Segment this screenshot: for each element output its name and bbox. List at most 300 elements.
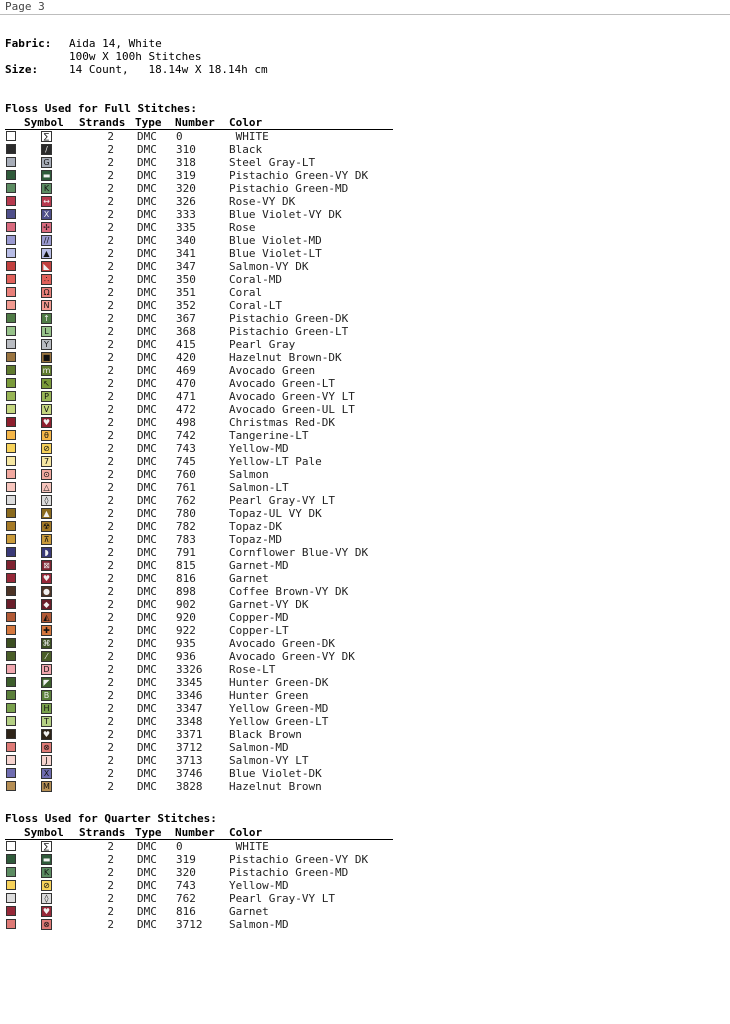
stitch-symbol-icon: ♥ [42, 418, 51, 427]
color-name-cell: Garnet-MD [229, 559, 289, 572]
color-swatch [6, 586, 16, 596]
type-cell: DMC [137, 611, 157, 624]
strands-cell: 2 [107, 546, 114, 559]
strands-cell: 2 [107, 364, 114, 377]
type-cell: DMC [137, 455, 157, 468]
type-cell: DMC [137, 143, 157, 156]
color-name-cell: Pistachio Green-DK [229, 312, 349, 325]
color-swatch [6, 144, 16, 154]
number-cell: 935 [176, 637, 196, 650]
floss-row [0, 767, 420, 780]
floss-row [0, 507, 420, 520]
color-name-cell: Pistachio Green-MD [229, 182, 349, 195]
floss-row [0, 286, 420, 299]
color-name-cell: Topaz-UL VY DK [229, 507, 322, 520]
stitch-symbol-icon: △ [41, 482, 52, 493]
strands-cell: 2 [107, 507, 114, 520]
color-swatch [6, 222, 16, 232]
type-cell: DMC [137, 780, 157, 793]
color-swatch [6, 664, 16, 674]
color-name-cell: Coffee Brown-VY DK [229, 585, 349, 598]
floss-row [0, 780, 420, 793]
floss-row [0, 754, 420, 767]
type-cell: DMC [137, 260, 157, 273]
color-name-cell: WHITE [229, 840, 269, 853]
color-swatch [6, 742, 16, 752]
type-cell: DMC [137, 247, 157, 260]
number-cell: 3326 [176, 663, 203, 676]
number-cell: 320 [176, 182, 196, 195]
type-cell: DMC [137, 663, 157, 676]
color-name-cell: Topaz-DK [229, 520, 282, 533]
strands-cell: 2 [107, 416, 114, 429]
color-name-cell: Black [229, 143, 263, 156]
color-name-cell: Pistachio Green-LT [229, 325, 349, 338]
color-name-cell: Avocado Green-LT [229, 377, 335, 390]
color-name-cell: Coral-MD [229, 273, 282, 286]
color-swatch [6, 404, 16, 414]
type-cell: DMC [137, 234, 157, 247]
type-cell: DMC [137, 156, 157, 169]
color-name-cell: Christmas Red-DK [229, 416, 335, 429]
color-swatch [6, 781, 16, 791]
floss-row [0, 364, 420, 377]
floss-row [0, 494, 420, 507]
color-name-cell: Pistachio Green-VY DK [229, 853, 369, 866]
number-cell: 3371 [176, 728, 203, 741]
strands-cell: 2 [107, 182, 114, 195]
floss-row [0, 689, 420, 702]
color-swatch [6, 300, 16, 310]
floss-row [0, 481, 420, 494]
stitch-symbol-icon: ⁄ [41, 651, 52, 662]
number-cell: 816 [176, 572, 196, 585]
type-cell: DMC [137, 507, 157, 520]
strands-cell: 2 [107, 918, 114, 931]
color-name-cell: Hazelnut Brown-DK [229, 351, 342, 364]
stitch-symbol-icon: G [41, 157, 52, 168]
stitch-symbol-icon: ↑ [41, 313, 52, 324]
number-cell: 3347 [176, 702, 203, 715]
type-cell: DMC [137, 767, 157, 780]
stitch-symbol-icon: X [41, 209, 52, 220]
strands-cell: 2 [107, 195, 114, 208]
floss-row [0, 416, 420, 429]
number-cell: 341 [176, 247, 196, 260]
floss-row [0, 853, 420, 866]
stitch-symbol-icon: Y [41, 339, 52, 350]
color-swatch [6, 867, 16, 877]
stitch-symbol-icon: ⊼ [41, 534, 52, 545]
type-cell: DMC [137, 741, 157, 754]
stitch-symbol-icon: ◊ [41, 893, 52, 904]
color-swatch [6, 495, 16, 505]
number-cell: 350 [176, 273, 196, 286]
stitch-symbol-icon: ↖ [41, 378, 52, 389]
floss-row [0, 260, 420, 273]
color-name-cell: Rose [229, 221, 256, 234]
floss-row [0, 520, 420, 533]
floss-row [0, 273, 420, 286]
floss-row [0, 234, 420, 247]
number-cell: 333 [176, 208, 196, 221]
strands-cell: 2 [107, 260, 114, 273]
color-name-cell: Avocado Green-VY DK [229, 650, 355, 663]
stitch-symbol-icon: N [41, 300, 52, 311]
color-name-cell: Yellow Green-LT [229, 715, 329, 728]
color-swatch [6, 690, 16, 700]
color-name-cell: Yellow-LT Pale [229, 455, 322, 468]
strands-cell: 2 [107, 879, 114, 892]
floss-row [0, 905, 420, 918]
stitch-symbol-icon: ⊗ [41, 919, 52, 930]
stitch-symbol-icon: P [41, 391, 52, 402]
type-cell: DMC [137, 286, 157, 299]
stitch-symbol-icon: ▲ [41, 248, 52, 259]
strands-cell: 2 [107, 312, 114, 325]
col-number: Number [175, 826, 215, 839]
number-cell: 368 [176, 325, 196, 338]
strands-cell: 2 [107, 377, 114, 390]
color-swatch [6, 893, 16, 903]
number-cell: 319 [176, 169, 196, 182]
size-value: 14 Count, 18.14w X 18.14h cm [69, 63, 268, 76]
color-swatch [6, 456, 16, 466]
number-cell: 791 [176, 546, 196, 559]
stitch-symbol-icon: 7 [41, 456, 52, 467]
type-cell: DMC [137, 416, 157, 429]
stitch-symbol-icon: ■ [42, 353, 51, 362]
strands-cell: 2 [107, 741, 114, 754]
number-cell: 320 [176, 866, 196, 879]
stitch-symbol-icon: ▬ [42, 855, 51, 864]
stitch-symbol-icon: ∴ [41, 274, 52, 285]
strands-cell: 2 [107, 754, 114, 767]
strands-cell: 2 [107, 481, 114, 494]
floss-row [0, 559, 420, 572]
stitch-symbol-icon: ▲ [41, 508, 52, 519]
floss-row [0, 208, 420, 221]
color-name-cell: Blue Violet-VY DK [229, 208, 342, 221]
floss-row [0, 299, 420, 312]
stitch-symbol-icon: V [41, 404, 52, 415]
stitch-symbol-icon: ⊙ [41, 469, 52, 480]
strands-cell: 2 [107, 351, 114, 364]
number-cell: 936 [176, 650, 196, 663]
type-cell: DMC [137, 650, 157, 663]
color-swatch [6, 430, 16, 440]
floss-row [0, 663, 420, 676]
floss-row [0, 312, 420, 325]
page-top-border [0, 0, 730, 15]
strands-cell: 2 [107, 169, 114, 182]
type-cell: DMC [137, 299, 157, 312]
quarter-stitches-title: Floss Used for Quarter Stitches: [5, 812, 217, 825]
type-cell: DMC [137, 520, 157, 533]
color-swatch [6, 469, 16, 479]
color-name-cell: Pearl Gray-VY LT [229, 892, 335, 905]
number-cell: 415 [176, 338, 196, 351]
strands-cell: 2 [107, 559, 114, 572]
stitch-symbol-icon: // [41, 235, 52, 246]
floss-row [0, 130, 420, 143]
color-name-cell: Garnet [229, 905, 269, 918]
number-cell: 351 [176, 286, 196, 299]
strands-cell: 2 [107, 689, 114, 702]
stitch-symbol-icon: B [41, 690, 52, 701]
stitch-symbol-icon: θ [41, 430, 52, 441]
stitch-symbol-icon: J [41, 755, 52, 766]
color-swatch [6, 352, 16, 362]
color-name-cell: Rose-LT [229, 663, 276, 676]
strands-cell: 2 [107, 728, 114, 741]
color-swatch [6, 703, 16, 713]
type-cell: DMC [137, 481, 157, 494]
strands-cell: 2 [107, 234, 114, 247]
type-cell: DMC [137, 892, 157, 905]
color-name-cell: Steel Gray-LT [229, 156, 316, 169]
floss-row [0, 455, 420, 468]
strands-cell: 2 [107, 892, 114, 905]
stitch-symbol-icon: ● [41, 586, 52, 597]
strands-cell: 2 [107, 273, 114, 286]
strands-cell: 2 [107, 853, 114, 866]
color-name-cell: Cornflower Blue-VY DK [229, 546, 369, 559]
stitch-symbol-icon: ↔ [41, 196, 52, 207]
number-cell: 326 [176, 195, 196, 208]
number-cell: 3712 [176, 741, 203, 754]
type-cell: DMC [137, 754, 157, 767]
strands-cell: 2 [107, 840, 114, 853]
color-swatch [6, 625, 16, 635]
floss-row [0, 143, 420, 156]
floss-row [0, 325, 420, 338]
type-cell: DMC [137, 182, 157, 195]
strands-cell: 2 [107, 429, 114, 442]
number-cell: 420 [176, 351, 196, 364]
type-cell: DMC [137, 559, 157, 572]
color-swatch [6, 417, 16, 427]
stitch-symbol-icon: ⊘ [41, 880, 52, 891]
strands-cell: 2 [107, 780, 114, 793]
floss-row [0, 390, 420, 403]
col-number: Number [175, 116, 215, 129]
color-swatch [6, 919, 16, 929]
color-swatch [6, 482, 16, 492]
strands-cell: 2 [107, 767, 114, 780]
type-cell: DMC [137, 546, 157, 559]
number-cell: 761 [176, 481, 196, 494]
col-strands: Strands [79, 826, 126, 839]
color-swatch [6, 729, 16, 739]
stitch-symbol-icon: ⊠ [41, 560, 52, 571]
stitch-symbol-icon: ☢ [42, 522, 51, 531]
strands-cell: 2 [107, 221, 114, 234]
floss-row [0, 918, 420, 931]
color-name-cell: Salmon-VY LT [229, 754, 309, 767]
color-name-cell: Pistachio Green-VY DK [229, 169, 369, 182]
color-swatch [6, 274, 16, 284]
color-name-cell: Avocado Green-UL LT [229, 403, 355, 416]
number-cell: 743 [176, 879, 196, 892]
type-cell: DMC [137, 853, 157, 866]
color-swatch [6, 880, 16, 890]
color-swatch [6, 854, 16, 864]
type-cell: DMC [137, 585, 157, 598]
floss-row [0, 585, 420, 598]
number-cell: 347 [176, 260, 196, 273]
type-cell: DMC [137, 221, 157, 234]
floss-row [0, 182, 420, 195]
type-cell: DMC [137, 325, 157, 338]
color-name-cell: WHITE [229, 130, 269, 143]
strands-cell: 2 [107, 637, 114, 650]
color-name-cell: Salmon-MD [229, 918, 289, 931]
color-name-cell: Copper-LT [229, 624, 289, 637]
number-cell: 742 [176, 429, 196, 442]
number-cell: 780 [176, 507, 196, 520]
stitch-symbol-icon: ◊ [41, 495, 52, 506]
strands-cell: 2 [107, 905, 114, 918]
strands-cell: 2 [107, 338, 114, 351]
number-cell: 469 [176, 364, 196, 377]
color-swatch [6, 521, 16, 531]
color-swatch [6, 183, 16, 193]
color-swatch [6, 157, 16, 167]
stitch-symbol-icon: K [41, 867, 52, 878]
floss-row [0, 892, 420, 905]
color-name-cell: Hunter Green-DK [229, 676, 329, 689]
number-cell: 0 [176, 130, 183, 143]
color-name-cell: Topaz-MD [229, 533, 282, 546]
floss-row [0, 728, 420, 741]
color-name-cell: Tangerine-LT [229, 429, 309, 442]
number-cell: 352 [176, 299, 196, 312]
stitch-symbol-icon: ⌘ [42, 639, 51, 648]
floss-row [0, 156, 420, 169]
floss-row [0, 676, 420, 689]
floss-row [0, 351, 420, 364]
color-name-cell: Rose-VY DK [229, 195, 296, 208]
strands-cell: 2 [107, 702, 114, 715]
stitch-symbol-icon: / [41, 144, 52, 155]
stitch-symbol-icon: ◭ [41, 612, 52, 623]
floss-row [0, 195, 420, 208]
stitch-symbol-icon: ◤ [41, 677, 52, 688]
stitch-symbol-icon: H [41, 703, 52, 714]
stitch-symbol-icon: T [41, 716, 52, 727]
color-swatch [6, 248, 16, 258]
color-swatch [6, 599, 16, 609]
color-swatch [6, 131, 16, 141]
color-swatch [6, 534, 16, 544]
floss-row [0, 866, 420, 879]
type-cell: DMC [137, 442, 157, 455]
strands-cell: 2 [107, 663, 114, 676]
stitch-symbol-icon: ∑ [41, 131, 52, 142]
type-cell: DMC [137, 338, 157, 351]
number-cell: 0 [176, 840, 183, 853]
strands-cell: 2 [107, 598, 114, 611]
number-cell: 782 [176, 520, 196, 533]
type-cell: DMC [137, 377, 157, 390]
number-cell: 898 [176, 585, 196, 598]
color-swatch [6, 716, 16, 726]
strands-cell: 2 [107, 208, 114, 221]
number-cell: 922 [176, 624, 196, 637]
color-swatch [6, 508, 16, 518]
col-strands: Strands [79, 116, 126, 129]
color-name-cell: Pearl Gray-VY LT [229, 494, 335, 507]
color-swatch [6, 841, 16, 851]
stitch-symbol-icon: ◗ [41, 547, 52, 558]
type-cell: DMC [137, 866, 157, 879]
type-cell: DMC [137, 624, 157, 637]
strands-cell: 2 [107, 520, 114, 533]
number-cell: 745 [176, 455, 196, 468]
floss-row [0, 377, 420, 390]
number-cell: 762 [176, 494, 196, 507]
floss-row [0, 572, 420, 585]
floss-row [0, 169, 420, 182]
number-cell: 3712 [176, 918, 203, 931]
stitch-count-value: 100w X 100h Stitches [69, 50, 202, 63]
type-cell: DMC [137, 273, 157, 286]
color-name-cell: Hunter Green [229, 689, 309, 702]
stitch-symbol-icon: ✢ [41, 222, 52, 233]
floss-row [0, 840, 420, 853]
strands-cell: 2 [107, 494, 114, 507]
color-name-cell: Yellow-MD [229, 879, 289, 892]
type-cell: DMC [137, 879, 157, 892]
strands-cell: 2 [107, 611, 114, 624]
floss-row [0, 637, 420, 650]
number-cell: 471 [176, 390, 196, 403]
type-cell: DMC [137, 351, 157, 364]
floss-row [0, 468, 420, 481]
number-cell: 340 [176, 234, 196, 247]
strands-cell: 2 [107, 572, 114, 585]
strands-cell: 2 [107, 442, 114, 455]
color-swatch [6, 651, 16, 661]
color-swatch [6, 326, 16, 336]
type-cell: DMC [137, 494, 157, 507]
type-cell: DMC [137, 390, 157, 403]
strands-cell: 2 [107, 143, 114, 156]
color-name-cell: Blue Violet-MD [229, 234, 322, 247]
floss-row [0, 611, 420, 624]
color-swatch [6, 235, 16, 245]
strands-cell: 2 [107, 650, 114, 663]
type-cell: DMC [137, 905, 157, 918]
color-name-cell: Garnet [229, 572, 269, 585]
strands-cell: 2 [107, 130, 114, 143]
color-swatch [6, 313, 16, 323]
color-swatch [6, 677, 16, 687]
floss-row [0, 533, 420, 546]
strands-cell: 2 [107, 624, 114, 637]
color-swatch [6, 170, 16, 180]
color-name-cell: Blue Violet-DK [229, 767, 322, 780]
number-cell: 3346 [176, 689, 203, 702]
stitch-symbol-icon: ◆ [41, 599, 52, 610]
strands-cell: 2 [107, 247, 114, 260]
type-cell: DMC [137, 637, 157, 650]
color-swatch [6, 755, 16, 765]
floss-row [0, 338, 420, 351]
strands-cell: 2 [107, 866, 114, 879]
color-name-cell: Coral-LT [229, 299, 282, 312]
